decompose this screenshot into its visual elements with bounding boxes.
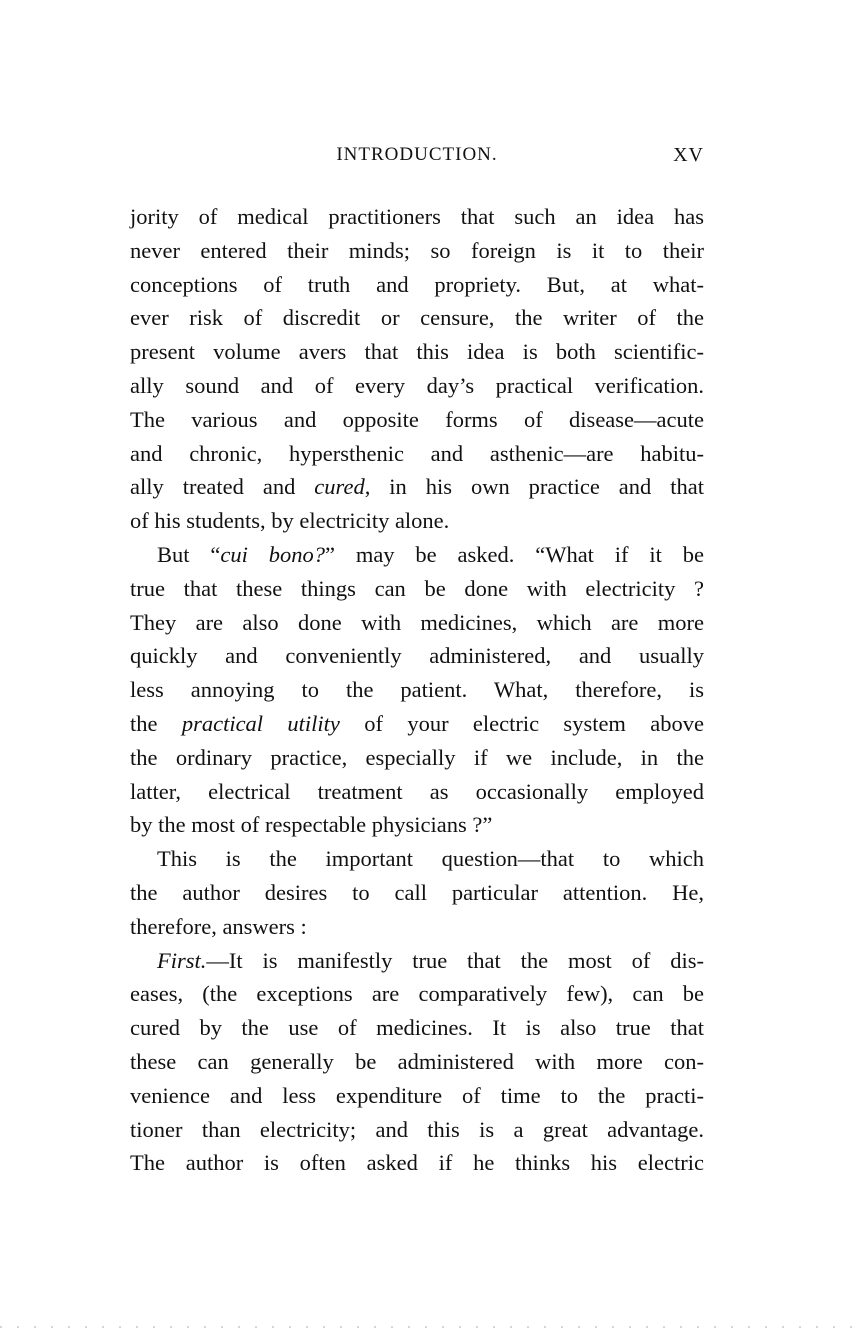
text-line [130,572,704,606]
running-header [130,140,704,170]
text-line [130,707,704,741]
text-segment: tioner than electricity; and this is a great advantage. [130,1116,704,1142]
text-line [130,200,704,234]
text-segment: less annoying to the patient. What, therefore, is [130,677,704,703]
text-segment: , in his own practice and that [364,474,704,500]
text-line [130,977,704,1011]
text-segment: of your electric system above [339,710,704,736]
page-number: XV [673,144,704,166]
text-line [130,1113,704,1147]
text-segment: The various and opposite forms of disease—acute [130,406,704,432]
text-line [130,369,704,403]
text-segment: quickly and conveniently administered, and usually [130,643,704,669]
text-line [130,504,704,538]
italic-text: practical utility [181,710,340,736]
text-segment: ever risk of discredit or censure, the writer of the [130,305,704,331]
text-line [130,437,704,471]
text-line [130,808,704,842]
text-line [130,910,704,944]
text-line [130,268,704,302]
italic-text: cui bono? [220,541,325,567]
text-line [130,301,704,335]
text-segment: This is the important question—that to which [157,846,704,872]
text-segment: never entered their minds; so foreign is it to their [130,237,704,263]
text-line [130,842,704,876]
text-line [130,639,704,673]
text-line [130,606,704,640]
text-line [130,876,704,910]
text-segment: ” may be asked. “What if it be [324,541,704,567]
text-segment: by the most of respectable physicians ?” [130,812,493,838]
text-segment: the ordinary practice, especially if we include, in the [130,744,704,770]
text-line [130,1045,704,1079]
running-title: INTRODUCTION. [336,144,498,165]
text-segment: therefore, answers : [130,913,307,939]
italic-text: cured [314,474,365,500]
text-segment: cured by the use of medicines. It is also true that [130,1015,704,1041]
text-line [130,470,704,504]
text-segment: these can generally be administered with more con- [130,1048,704,1074]
text-segment: conceptions of truth and propriety. But, at what- [130,271,704,297]
text-line [130,673,704,707]
text-segment: eases, (the exceptions are comparatively few), can be [130,981,704,1007]
text-segment: —It is manifestly true that the most of dis- [206,947,704,973]
text-line [130,944,704,978]
text-segment: venience and less expenditure of time to the practi- [130,1082,704,1108]
text-segment: present volume avers that this idea is both scientific- [130,339,704,365]
text-segment: The author is often asked if he thinks his electric [130,1150,704,1176]
text-segment: They are also done with medicines, which are more [130,609,704,635]
text-segment: the author desires to call particular attention. He, [130,879,704,905]
text-segment: of his students, by electricity alone. [130,508,450,534]
italic-text: First. [157,947,207,973]
text-line [130,234,704,268]
text-segment: latter, electrical treatment as occasionally employed [130,778,704,804]
text-segment: But “ [157,541,221,567]
body-text [130,200,704,1180]
text-segment: and chronic, hypersthenic and asthenic—are habitu- [130,440,704,466]
text-line [130,1146,704,1180]
text-line [130,403,704,437]
text-line [130,741,704,775]
text-segment: ally sound and of every day’s practical verification. [130,372,704,398]
text-segment: true that these things can be done with electricity ? [130,575,704,601]
text-line [130,1079,704,1113]
text-line [130,775,704,809]
text-segment: ally treated and [130,474,315,500]
text-segment: jority of medical practitioners that such an idea has [130,204,704,229]
text-line [130,1011,704,1045]
text-line [130,538,704,572]
text-line [130,335,704,369]
scan-noise [0,1326,864,1328]
text-segment: the [130,710,182,736]
